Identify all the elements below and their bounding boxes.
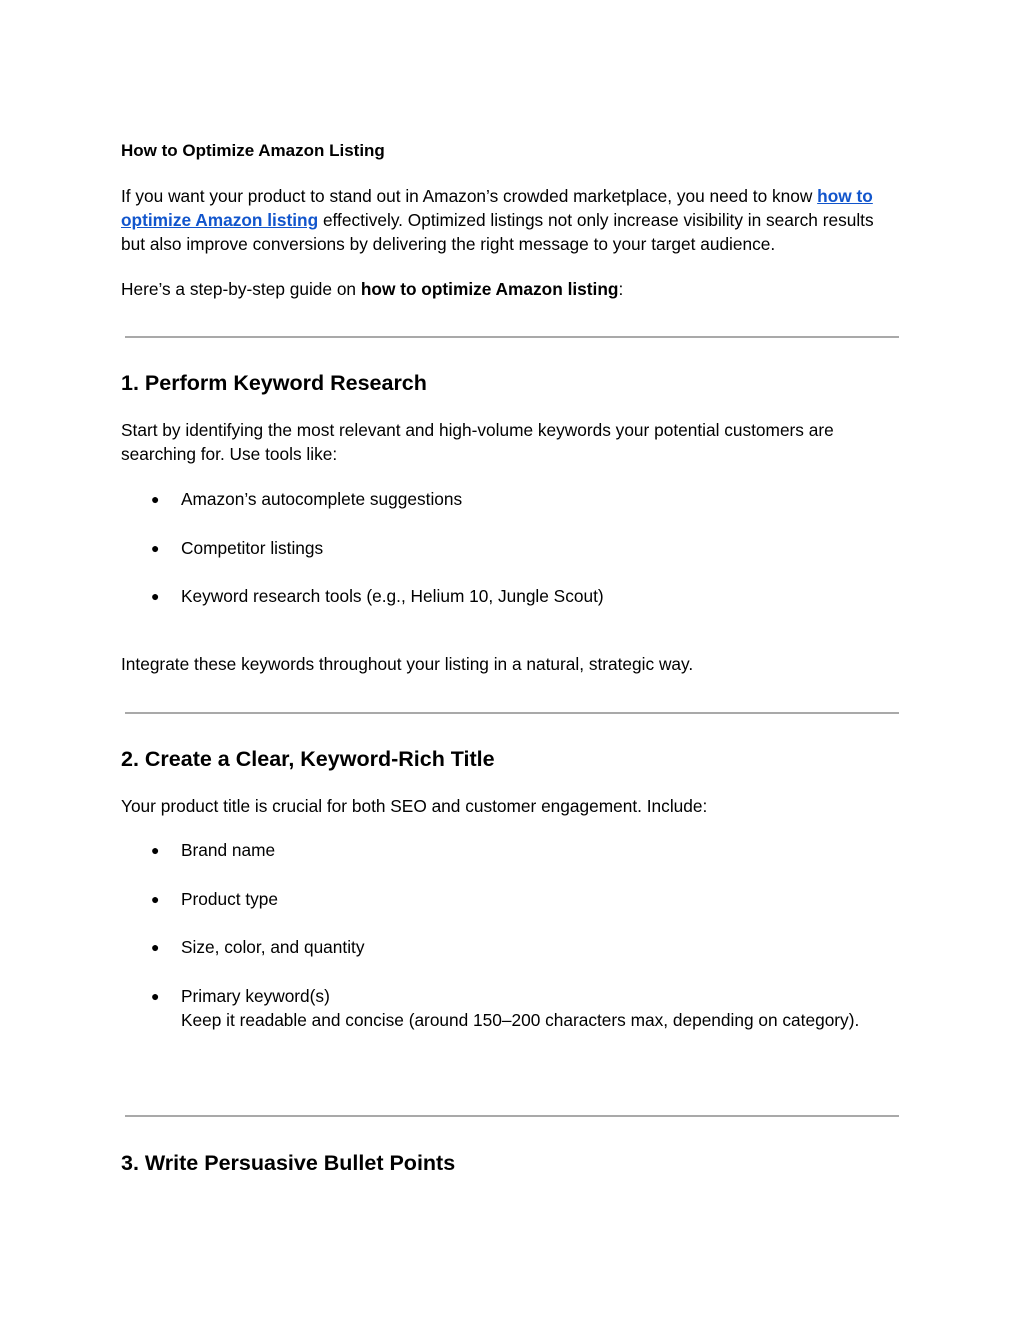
section-1-closing: Integrate these keywords throughout your listing in a natural, strategic way. <box>121 654 694 674</box>
bullet-icon: ● <box>151 842 160 858</box>
list-item: ● Product type <box>151 888 279 909</box>
bullet-icon: ● <box>151 491 160 507</box>
section-3-heading: 3. Write Persuasive Bullet Points <box>121 1151 456 1175</box>
guide-text: Here’s a step-by-step guide on <box>121 279 361 299</box>
section-divider <box>125 712 899 714</box>
section-divider <box>125 1115 899 1117</box>
section-2-bullet-list <box>121 838 859 1056</box>
bullet-icon: ● <box>151 939 160 955</box>
section-1-bullet-list <box>121 487 604 633</box>
section-2-lead: Your product title is crucial for both SEO and customer engagement. Include: <box>121 796 708 816</box>
document-title: How to Optimize Amazon Listing <box>121 141 385 160</box>
section-divider <box>125 336 899 338</box>
guide-intro-line <box>121 277 901 301</box>
optimize-listing-link[interactable]: how to optimize Amazon listing <box>121 186 873 230</box>
list-item: ● Primary keyword(s) Keep it readable and concise (around 150–200 characters max, depending on category). <box>151 985 860 1030</box>
section-2-heading: 2. Create a Clear, Keyword-Rich Title <box>121 747 495 771</box>
bullet-note: Keep it readable and concise (around 150–200 characters max, depending on category). <box>181 1009 860 1030</box>
list-item: ● Size, color, and quantity <box>151 937 365 957</box>
list-item: ● Keyword research tools (e.g., Helium 10, Jungle Scout) <box>151 586 604 606</box>
intro-text-after-link: effectively. Optimized listings not only increase visibility in search results but also improve conversions by delivering the right message to your target audience. <box>121 210 874 254</box>
guide-colon: : <box>618 279 624 299</box>
list-item: ● Amazon’s autocomplete suggestions <box>151 489 463 509</box>
list-item: ● Competitor listings <box>151 537 324 558</box>
intro-text-before-link: If you want your product to stand out in Amazon’s crowded marketplace, you need to know <box>121 186 818 206</box>
section-1-lead: Start by identifying the most relevant and high-volume keywords your potential customers are searching for. Use tools like: <box>121 420 834 464</box>
intro-paragraph <box>121 184 901 256</box>
list-item: ● Brand name <box>151 840 276 860</box>
bullet-icon: ● <box>151 890 160 907</box>
guide-bold-text: how to optimize Amazon listing <box>360 279 619 299</box>
bullet-icon: ● <box>151 588 160 604</box>
bullet-icon: ● <box>151 987 160 1004</box>
bullet-icon: ● <box>151 539 160 556</box>
section-1-heading: 1. Perform Keyword Research <box>121 371 427 395</box>
